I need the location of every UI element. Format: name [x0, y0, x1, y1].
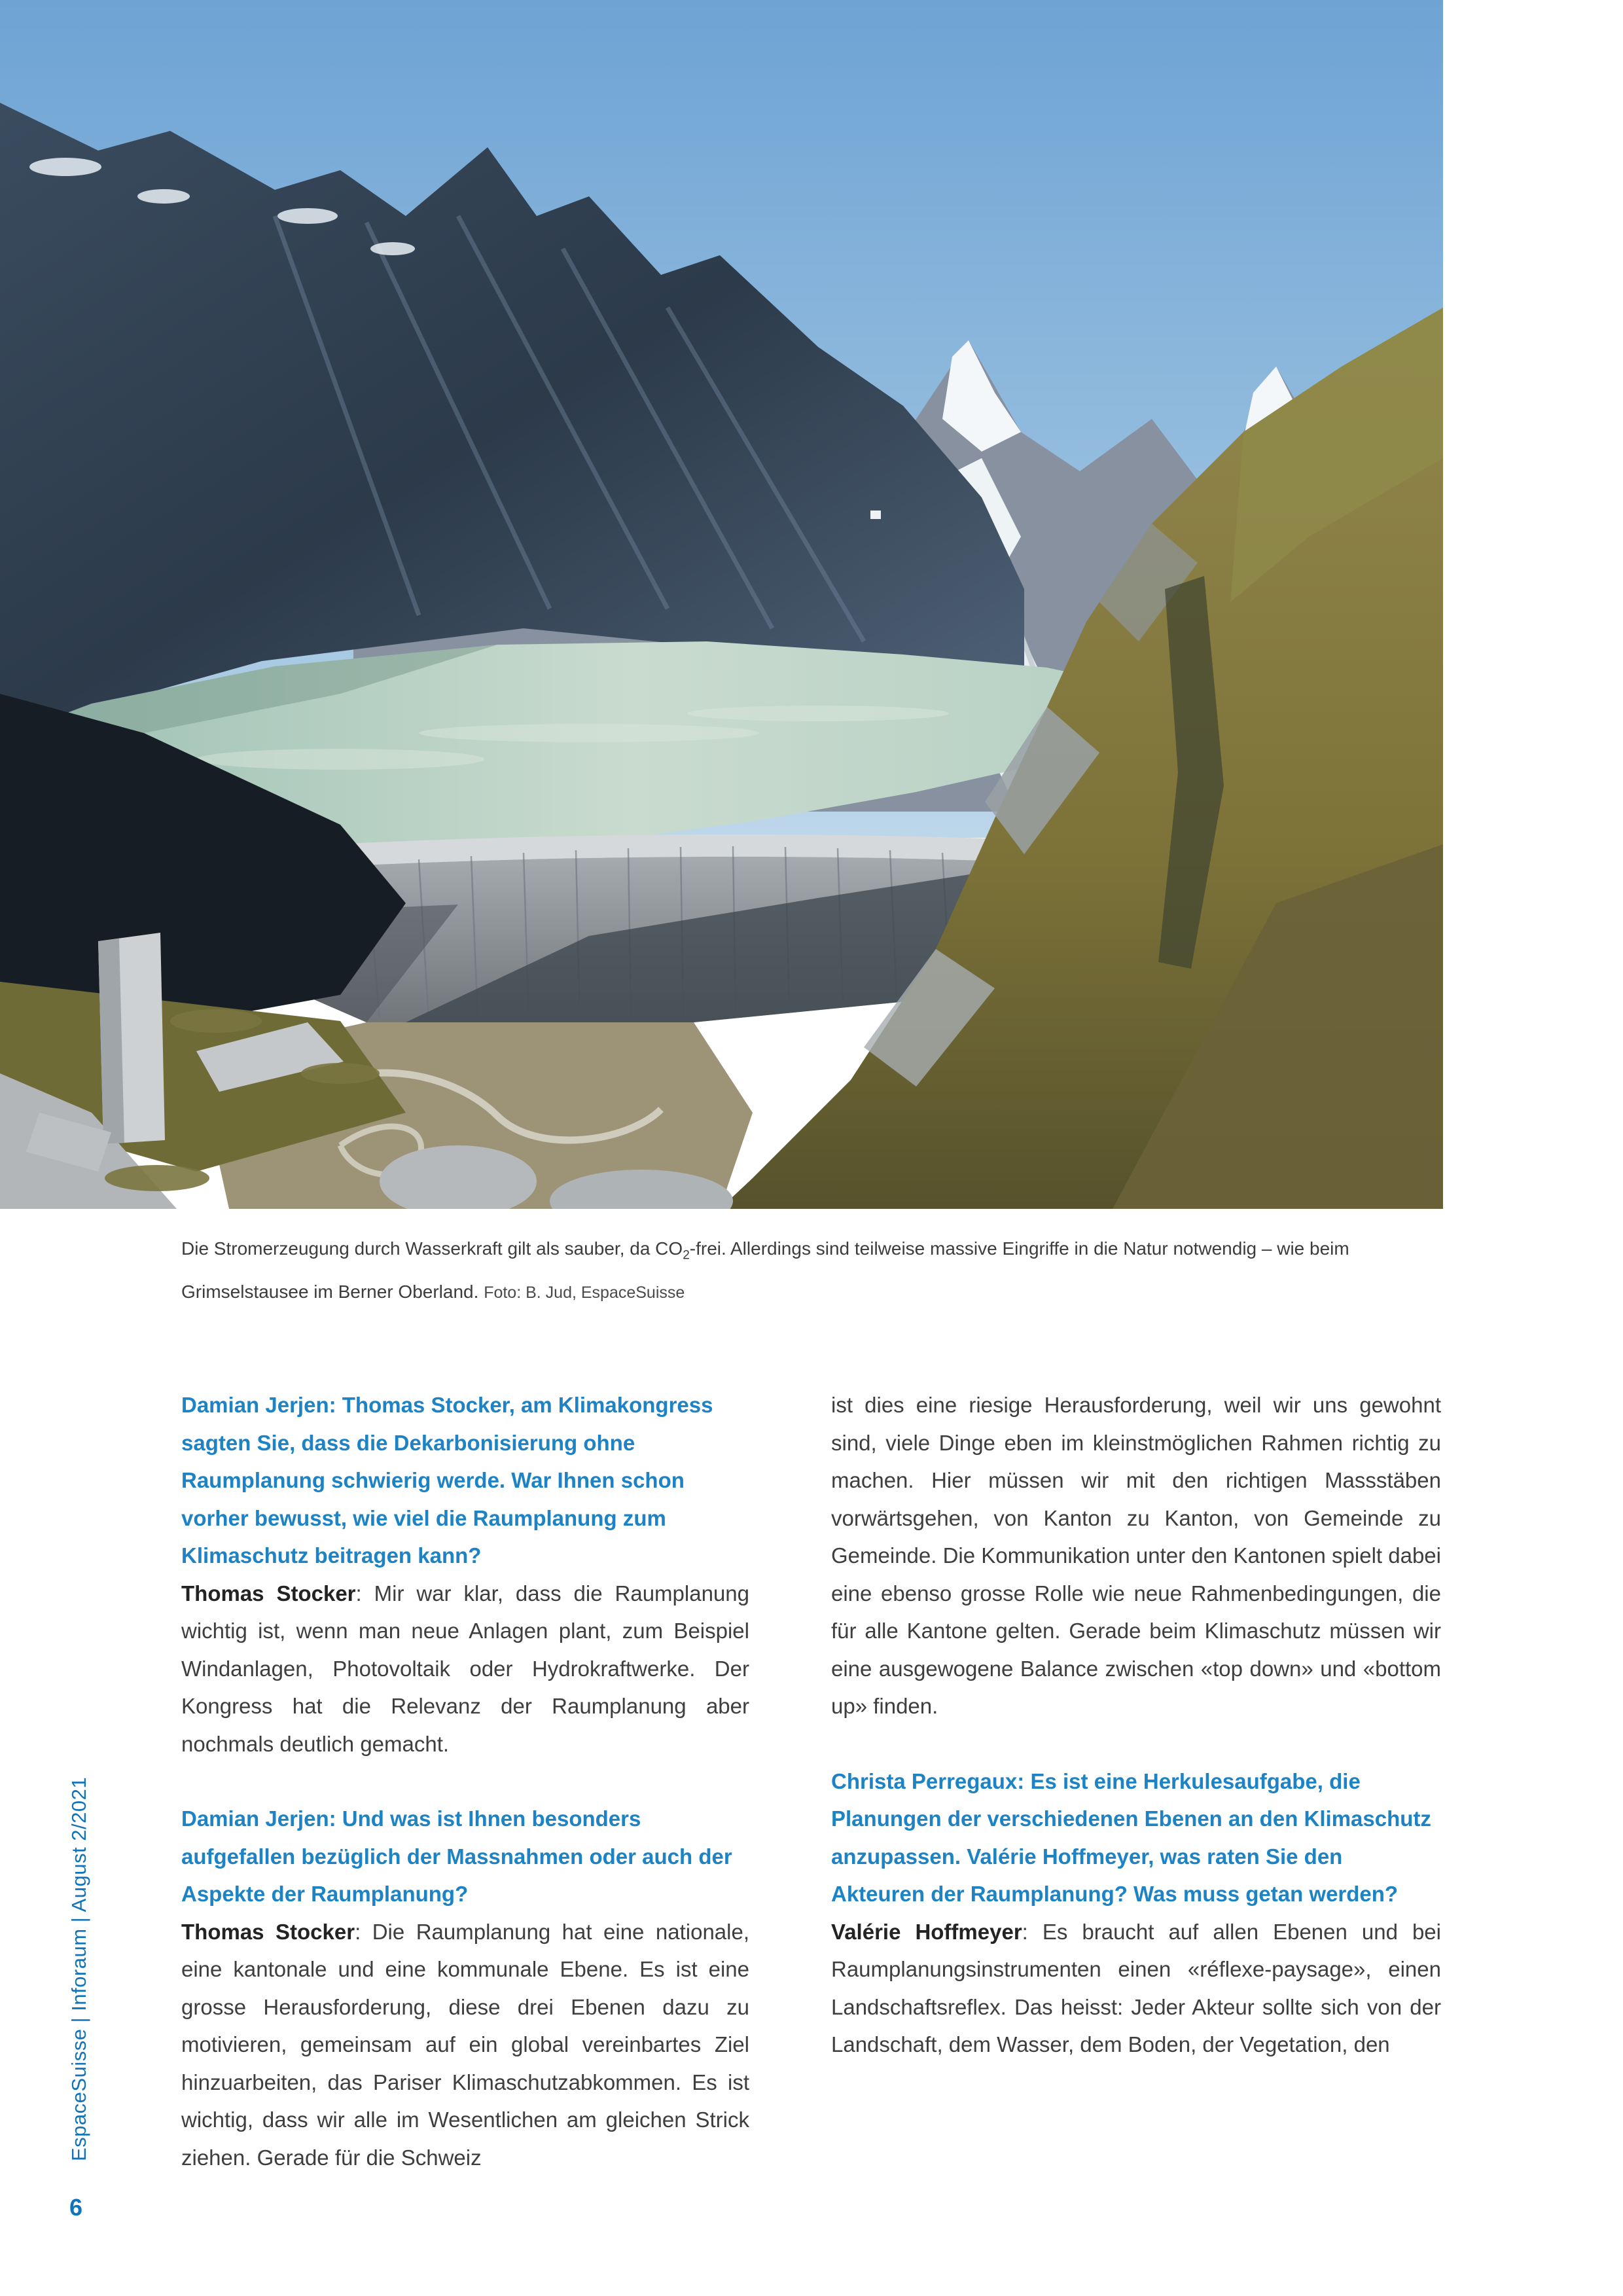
answer-text: Mir war klar, dass die Raumplanung wichtig ist, wenn man neue Anlagen plant, zum Beispiel Windanlagen, Photovoltaik oder Hydrokraftwerke. Der Kongress hat die Relevanz der Raumplanung aber nochmals deutlich gemacht.	[181, 1581, 749, 1756]
hut	[870, 511, 881, 519]
caption-subscript: 2	[683, 1248, 690, 1263]
question-paragraph: Damian Jerjen: Und was ist Ihnen besonders aufgefallen bezüglich der Massnahmen oder auch der Aspekte der Raumplanung?	[181, 1806, 732, 1906]
photo-credit: Foto: B. Jud, EspaceSuisse	[484, 1283, 685, 1302]
question-paragraph: Christa Perregaux: Es ist eine Herkulesaufgabe, die Planungen der verschiedenen Ebenen an den Klimaschutz anzupassen. Valérie Hoffmeyer, was raten Sie den Akteuren der Raumplanung? Was muss getan werden?	[831, 1768, 1431, 1906]
speaker-name: Valérie Hoffmeyer	[831, 1919, 1022, 1944]
journal-issue-vertical-label: EspaceSuisse | Inforaum | August 2/2021	[67, 1776, 90, 2161]
answer-paragraph: Thomas Stocker: Mir war klar, dass die Raumplanung wichtig ist, wenn man neue Anlagen plant, zum Beispiel Windanlagen, Photovoltaik oder Hydrokraftwerke. Der Kongress hat die Relevanz der Raumplanung aber nochmals deutlich gemacht.	[181, 1581, 749, 1756]
mountain-lake-dam-illustration	[0, 0, 1443, 1209]
answer-text: Die Raumplanung hat eine nationale, eine kantonale und eine kommunale Ebene. Es ist eine grosse Herausforderung, diese drei Ebenen dazu zu motivieren, gemeinsam auf ein global vereinbartes Ziel hinzuarbeiten, das Pariser Klimaschutzabkommen. Es ist wichtig, dass wir alle im Wesentlichen am gleichen Strick ziehen. Gerade für die Schweiz	[181, 1919, 749, 2170]
answer-paragraph: Valérie Hoffmeyer: Es braucht auf allen Ebenen und bei Raumplanungsinstrumenten einen «réflexe-paysage», einen Landschaftsreflex. Das heisst: Jeder Akteur sollte sich von der Landschaft, dem Wasser, dem Boden, der Vegetation, den	[831, 1919, 1441, 2056]
photo-caption	[181, 1230, 1441, 1311]
question-paragraph: Damian Jerjen: Thomas Stocker, am Klimakongress sagten Sie, dass die Dekarbonisierung ohne Raumplanung schwierig werde. War Ihnen schon vorher bewusst, wie viel die Raumplanung zum Klimaschutz beitragen kann?	[181, 1393, 713, 1568]
page-number: 6	[69, 2194, 83, 2221]
answer-text: ist dies eine riesige Herausforderung, weil wir uns gewohnt sind, viele Dinge eben im kleinstmöglichen Rahmen richtig zu machen. Hier müssen wir mit den richtigen Massstäben vorwärtsgehen, von Kanton zu Kanton, von Gemeinde zu Gemeinde. Die Kommunikation unter den Kantonen spielt dabei eine ebenso grosse Rolle wie neue Rahmenbedingungen, die für alle Kantone gelten. Gerade beim Klimaschutz müssen wir eine ausgewogene Balance zwischen «top down» und «bottom up» finden.	[831, 1393, 1441, 1718]
article-body	[181, 1386, 1441, 2176]
hero-photo	[0, 0, 1443, 1209]
paragraph-spacer	[181, 1763, 749, 1800]
column-right	[831, 1386, 1441, 2176]
column-left	[181, 1386, 749, 2176]
answer-paragraph	[831, 1386, 1441, 1725]
answer-text: Es braucht auf allen Ebenen und bei Raumplanungsinstrumenten einen «réflexe-paysage», einen Landschaftsreflex. Das heisst: Jeder Akteur sollte sich von der Landschaft, dem Wasser, dem Boden, der Vegetation, den	[831, 1919, 1441, 2056]
caption-text-cont: -frei. Allerdings sind teilweise massive Eingriffe in die Natur notwendig – wie beim Grimselstausee im Berner Oberland.	[181, 1238, 1349, 1302]
caption-text: Die Stromerzeugung durch Wasserkraft gilt als sauber, da CO	[181, 1238, 683, 1259]
answer-paragraph: Thomas Stocker: Die Raumplanung hat eine nationale, eine kantonale und eine kommunale Ebene. Es ist eine grosse Herausforderung, diese drei Ebenen dazu zu motivieren, gemeinsam auf ein global vereinbartes Ziel hinzuarbeiten, das Pariser Klimaschutzabkommen. Es ist wichtig, dass wir alle im Wesentlichen am gleichen Strick ziehen. Gerade für die Schweiz	[181, 1919, 749, 2170]
paragraph-spacer	[831, 1725, 1441, 1763]
speaker-name: Thomas Stocker	[181, 1581, 356, 1605]
speaker-name: Thomas Stocker	[181, 1919, 355, 1944]
